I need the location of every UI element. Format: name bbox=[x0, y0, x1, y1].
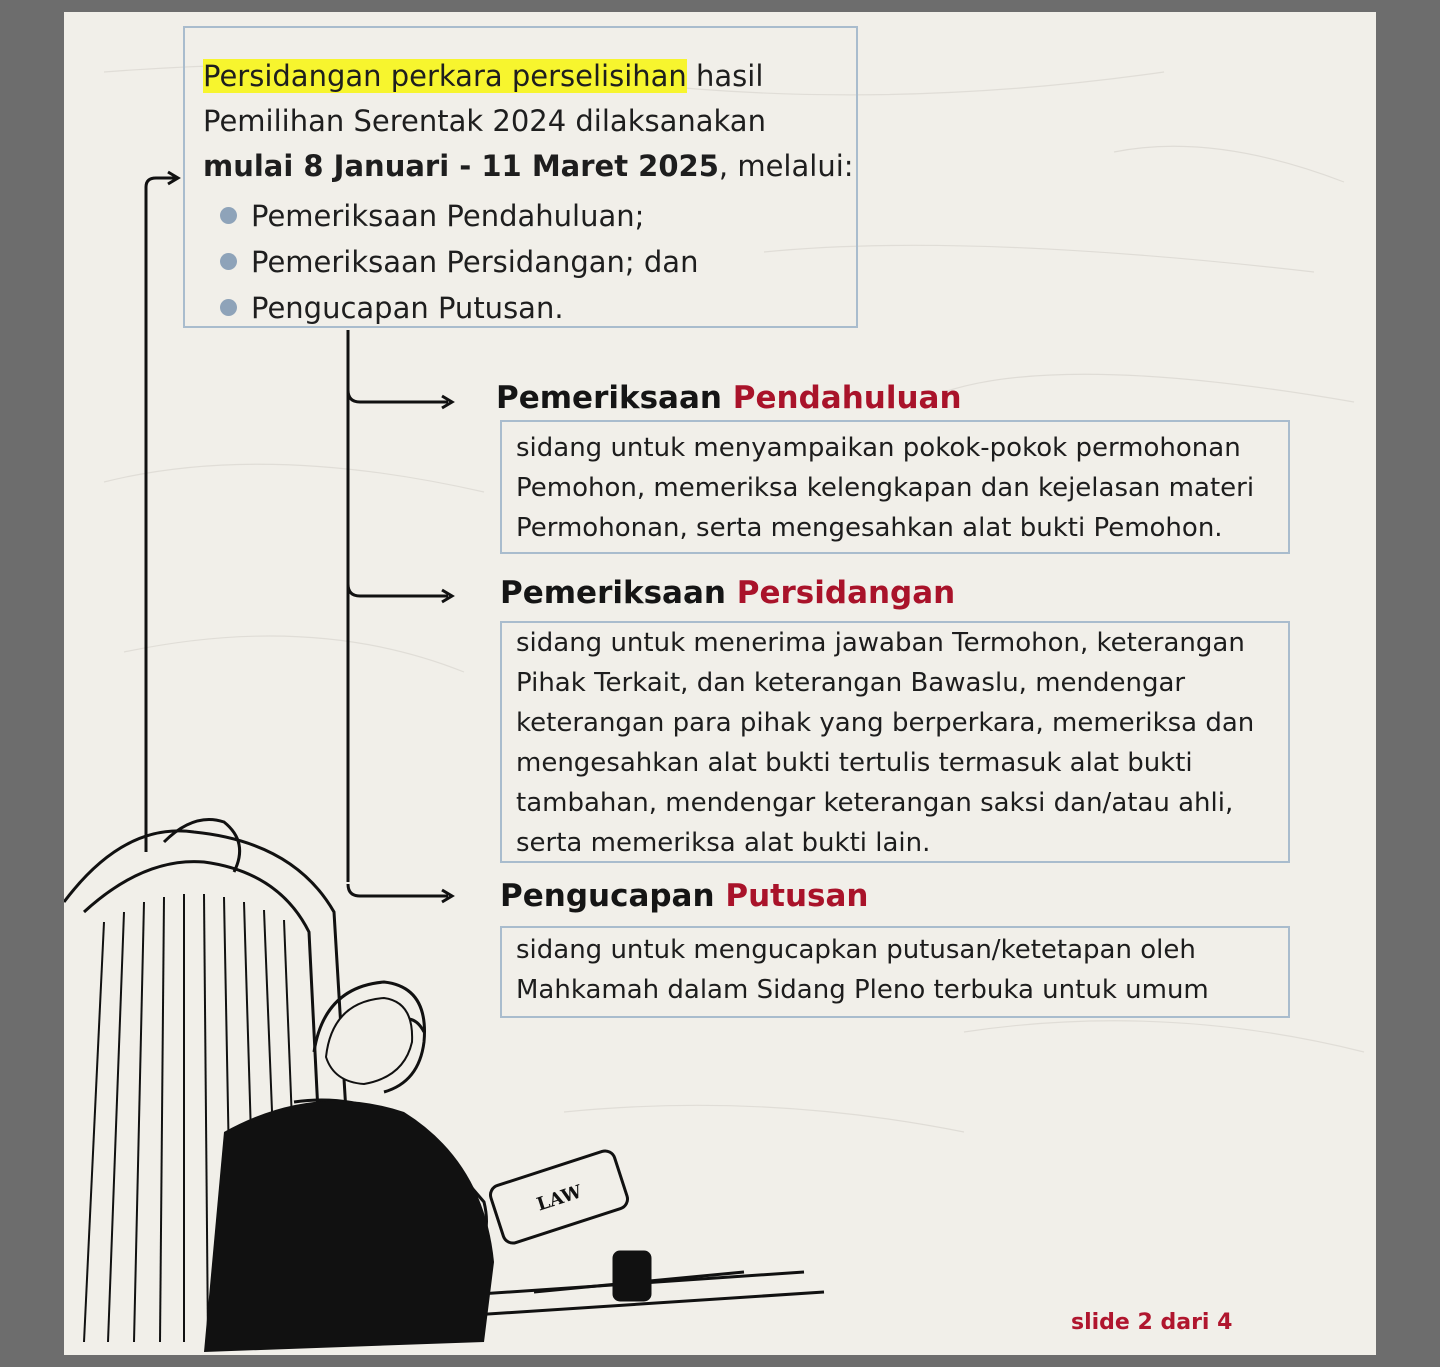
section-description-pendahuluan: sidang untuk menyampaikan pokok-pokok permohonan Pemohon, memeriksa kelengkapan dan kejelasan materi Permohonan, serta mengesahkan alat bukti Pemohon. bbox=[500, 420, 1290, 554]
intro-box bbox=[183, 26, 858, 328]
bullet-dot-icon bbox=[220, 299, 237, 316]
intro-paragraph bbox=[203, 54, 856, 189]
section-title-putusan: Pengucapan Putusan bbox=[500, 878, 869, 914]
bullet-text: Pemeriksaan Pendahuluan; bbox=[251, 199, 645, 233]
section-description-putusan: sidang untuk mengucapkan putusan/ketetapan oleh Mahkamah dalam Sidang Pleno terbuka untuk umum bbox=[500, 926, 1290, 1018]
list-item bbox=[203, 285, 856, 331]
intro-period-rest: , melalui: bbox=[718, 149, 854, 183]
intro-line1-rest: hasil bbox=[686, 59, 764, 93]
list-item bbox=[203, 239, 856, 285]
bullet-text: Pengucapan Putusan. bbox=[251, 291, 564, 325]
intro-line2: Pemilihan Serentak 2024 dilaksanakan bbox=[203, 104, 766, 138]
slide bbox=[64, 12, 1376, 1355]
section-title-persidangan: Pemeriksaan Persidangan bbox=[500, 575, 956, 611]
intro-bullet-list bbox=[203, 193, 856, 331]
book-label: LAW bbox=[534, 1181, 585, 1216]
section-description-persidangan: sidang untuk menerima jawaban Termohon, keterangan Pihak Terkait, dan keterangan Bawaslu, mendengar keterangan para pihak yang berperkara, memeriksa dan mengesahkan alat bukti tertulis termasuk alat bukti tambahan, mendengar keterangan saksi dan/atau ahli, serta memeriksa alat bukti lain. bbox=[500, 621, 1290, 863]
bullet-text: Pemeriksaan Persidangan; dan bbox=[251, 245, 699, 279]
slide-counter: slide 2 dari 4 bbox=[1071, 1310, 1233, 1335]
bullet-dot-icon bbox=[220, 207, 237, 224]
bullet-dot-icon bbox=[220, 253, 237, 270]
section-title-pendahuluan: Pemeriksaan Pendahuluan bbox=[496, 380, 962, 416]
intro-highlight: Persidangan perkara perselisihan bbox=[203, 59, 687, 93]
intro-period: mulai 8 Januari - 11 Maret 2025 bbox=[203, 149, 719, 183]
list-item bbox=[203, 193, 856, 239]
